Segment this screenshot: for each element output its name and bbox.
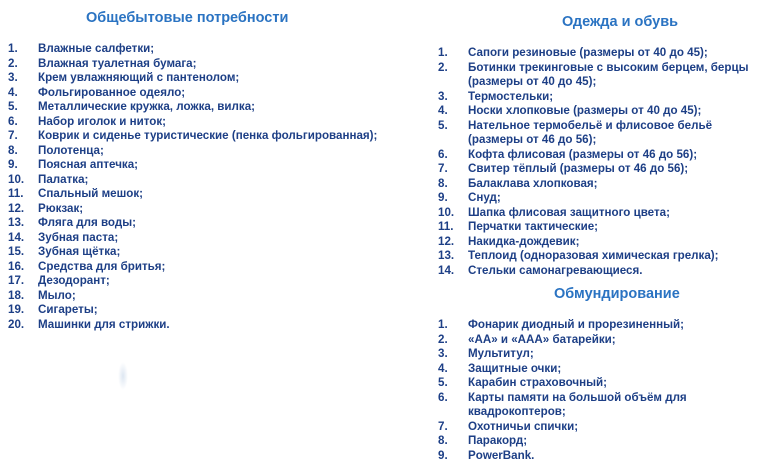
item-number: 16.: [8, 260, 24, 275]
list-item: [8, 115, 377, 130]
list-item: [438, 333, 780, 348]
item-number: 1.: [438, 318, 448, 333]
list-item: [8, 274, 377, 289]
list-item: [8, 245, 377, 260]
item-text: Мыло;: [38, 289, 76, 304]
item-number: 8.: [8, 144, 18, 159]
list-item: [438, 206, 749, 221]
item-number: 8.: [438, 177, 448, 192]
item-number: 3.: [438, 90, 448, 105]
equipment-list: [438, 318, 780, 463]
item-text: Накидка-дождевик;: [468, 235, 579, 250]
item-text: Носки хлопковые (размеры от 40 до 45);: [468, 104, 701, 119]
list-item: [438, 347, 780, 362]
item-text: Мультитул;: [468, 347, 534, 362]
list-item: [8, 318, 377, 333]
item-number: 4.: [438, 104, 448, 119]
item-text: Нательное термобельё и флисовое бельё (размеры от 46 до 56);: [468, 119, 712, 148]
item-text: Балаклава хлопковая;: [468, 177, 598, 192]
item-text: Рюкзак;: [38, 202, 83, 217]
item-number: 6.: [438, 391, 448, 406]
list-item: [438, 162, 749, 177]
item-number: 9.: [438, 191, 448, 206]
item-number: 4.: [8, 86, 18, 101]
list-item: [438, 119, 749, 148]
item-text: Защитные очки;: [468, 362, 561, 377]
item-number: 11.: [8, 187, 23, 202]
list-item: [8, 187, 377, 202]
list-item: [438, 90, 749, 105]
item-text: Фонарик диодный и прорезиненный;: [468, 318, 684, 333]
item-text: Набор иголок и ниток;: [38, 115, 166, 130]
list-item: [8, 57, 377, 72]
list-item: [438, 249, 749, 264]
item-number: 13.: [8, 216, 24, 231]
item-text: Средства для бритья;: [38, 260, 165, 275]
item-text: Термостельки;: [468, 90, 553, 105]
list-item: [438, 434, 780, 449]
list-item: [438, 376, 780, 391]
item-number: 6.: [8, 115, 18, 130]
list-item: [8, 100, 377, 115]
list-item: [438, 46, 749, 61]
list-item: [438, 391, 780, 420]
list-item: [8, 289, 377, 304]
item-number: 2.: [438, 61, 448, 76]
clothing-footwear-heading: Одежда и обувь: [562, 14, 678, 30]
household-needs-heading: Общебытовые потребности: [86, 10, 288, 26]
item-number: 3.: [438, 347, 448, 362]
list-item: [8, 71, 377, 86]
list-item: [8, 303, 377, 318]
item-text: Сапоги резиновые (размеры от 40 до 45);: [468, 46, 708, 61]
item-text: Стельки самонагревающиеся.: [468, 264, 642, 279]
item-text: Перчатки тактические;: [468, 220, 598, 235]
list-item: [438, 191, 749, 206]
item-number: 2.: [8, 57, 18, 72]
item-number: 8.: [438, 434, 448, 449]
list-item: [8, 129, 377, 144]
item-number: 3.: [8, 71, 18, 86]
list-item: [438, 61, 749, 90]
equipment-heading: Обмундирование: [554, 286, 680, 302]
item-text: «АА» и «ААА» батарейки;: [468, 333, 616, 348]
item-text: PowerBank.: [468, 449, 534, 463]
item-number: 5.: [438, 119, 448, 134]
item-number: 10.: [438, 206, 454, 221]
item-text: Снуд;: [468, 191, 501, 206]
item-text: Сигареты;: [38, 303, 98, 318]
item-number: 14.: [8, 231, 24, 246]
item-text: Спальный мешок;: [38, 187, 143, 202]
item-number: 14.: [438, 264, 454, 279]
list-item: [438, 449, 780, 463]
item-text: Паракорд;: [468, 434, 527, 449]
item-number: 7.: [8, 129, 18, 144]
item-number: 4.: [438, 362, 448, 377]
list-item: [438, 148, 749, 163]
item-text: Фляга для воды;: [38, 216, 136, 231]
list-item: [8, 86, 377, 101]
list-item: [438, 318, 780, 333]
item-text: Поясная аптечка;: [38, 158, 138, 173]
item-text: Свитер тёплый (размеры от 46 до 56);: [468, 162, 688, 177]
item-text: Крем увлажняющий с пантенолом;: [38, 71, 239, 86]
list-item: [8, 144, 377, 159]
item-number: 9.: [8, 158, 18, 173]
list-item: [8, 231, 377, 246]
item-text: Ботинки трекинговые с высоким берцем, берцы (размеры от 40 до 45);: [468, 61, 749, 90]
item-text: Металлические кружка, ложка, вилка;: [38, 100, 255, 115]
item-text: Теплоид (одноразовая химическая грелка);: [468, 249, 719, 264]
list-item: [438, 104, 749, 119]
list-item: [8, 216, 377, 231]
list-item: [8, 260, 377, 275]
item-number: 13.: [438, 249, 454, 264]
item-text: Коврик и сиденье туристические (пенка фольгированная);: [38, 129, 377, 144]
list-item: [8, 42, 377, 57]
item-number: 5.: [8, 100, 18, 115]
item-text: Карабин страховочный;: [468, 376, 607, 391]
item-text: Влажная туалетная бумага;: [38, 57, 197, 72]
item-number: 1.: [8, 42, 18, 57]
item-number: 7.: [438, 162, 448, 177]
item-text: Машинки для стрижки.: [38, 318, 170, 333]
item-number: 6.: [438, 148, 448, 163]
item-number: 7.: [438, 420, 448, 435]
item-text: Зубная паста;: [38, 231, 118, 246]
list-item: [8, 202, 377, 217]
item-text: Полотенца;: [38, 144, 104, 159]
item-number: 15.: [8, 245, 24, 260]
item-text: Зубная щётка;: [38, 245, 120, 260]
item-number: 11.: [438, 220, 453, 235]
list-item: [8, 173, 377, 188]
item-text: Кофта флисовая (размеры от 46 до 56);: [468, 148, 697, 163]
item-number: 12.: [8, 202, 24, 217]
list-item: [438, 220, 749, 235]
item-number: 1.: [438, 46, 448, 61]
list-item: [438, 420, 780, 435]
list-item: [438, 362, 780, 377]
item-number: 20.: [8, 318, 24, 333]
item-number: 12.: [438, 235, 454, 250]
list-item: [438, 235, 749, 250]
item-number: 19.: [8, 303, 24, 318]
item-number: 5.: [438, 376, 448, 391]
item-number: 17.: [8, 274, 24, 289]
item-number: 10.: [8, 173, 24, 188]
item-text: Охотничьи спички;: [468, 420, 578, 435]
household-needs-list: [8, 42, 377, 332]
list-item: [438, 177, 749, 192]
item-number: 18.: [8, 289, 24, 304]
item-text: Палатка;: [38, 173, 88, 188]
item-text: Карты памяти на большой объём для квадрокоптеров;: [468, 391, 780, 420]
item-text: Шапка флисовая защитного цвета;: [468, 206, 670, 221]
item-text: Фольгированное одеяло;: [38, 86, 185, 101]
item-text: Влажные салфетки;: [38, 42, 154, 57]
item-text: Дезодорант;: [38, 274, 110, 289]
scan-smudge: [118, 362, 128, 390]
list-item: [438, 264, 749, 279]
list-item: [8, 158, 377, 173]
item-number: 2.: [438, 333, 448, 348]
item-number: 9.: [438, 449, 448, 463]
clothing-footwear-list: [438, 46, 749, 278]
